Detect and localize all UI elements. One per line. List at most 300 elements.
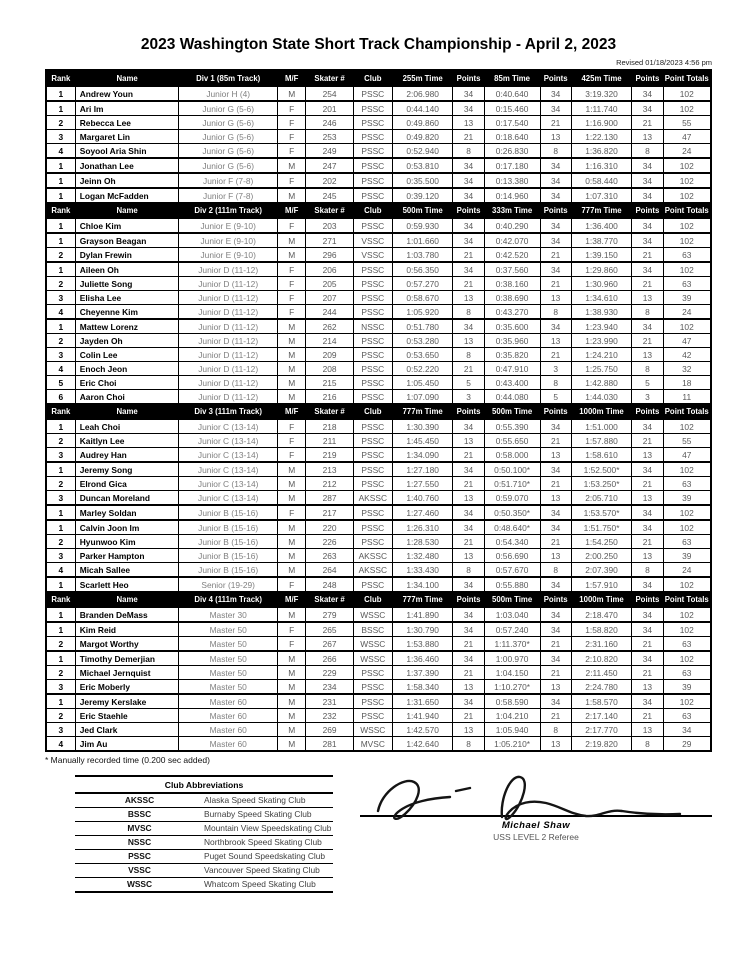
column-header: Div 2 (111m Track) [179, 203, 277, 219]
rank-cell: 3 [46, 448, 75, 463]
points-cell: 34 [632, 319, 663, 334]
skater-number-cell: 245 [306, 188, 353, 203]
name-cell: Margaret Lin [75, 130, 179, 144]
result-row [46, 709, 711, 723]
club-cell: PSSC [353, 419, 392, 434]
skater-number-cell: 229 [306, 666, 353, 680]
column-header: Points [540, 203, 571, 219]
points-cell: 34 [540, 158, 571, 173]
result-row [46, 188, 711, 203]
division-cell: Junior B (15-16) [179, 505, 277, 520]
skater-number-cell: 215 [306, 376, 353, 390]
gender-cell: F [277, 419, 306, 434]
club-abbreviation: AKSSC [124, 795, 155, 805]
rank-cell: 2 [46, 277, 75, 291]
rank-cell: 4 [46, 737, 75, 752]
time-cell: 1:54.250 [571, 535, 632, 549]
name-cell: Parker Hampton [75, 549, 179, 563]
club-cell: WSSC [353, 637, 392, 652]
points-cell: 21 [453, 709, 484, 723]
division-cell: Junior G (5-6) [179, 130, 277, 144]
point-total-cell: 102 [663, 262, 711, 277]
points-cell: 13 [632, 491, 663, 506]
result-row [46, 737, 711, 752]
club-full-name: Burnaby Speed Skating Club [204, 808, 333, 822]
points-cell: 13 [632, 348, 663, 362]
name-cell: Jeremy Song [75, 462, 179, 477]
time-cell: 0:35.500 [392, 173, 453, 188]
time-cell: 0:38.160 [484, 277, 540, 291]
points-cell: 13 [632, 448, 663, 463]
club-full-name: Whatcom Speed Skating Club [204, 878, 333, 893]
points-cell: 34 [632, 188, 663, 203]
points-cell: 5 [540, 390, 571, 404]
club-cell: PSSC [353, 158, 392, 173]
name-cell: Micah Sallee [75, 563, 179, 578]
result-row [46, 651, 711, 666]
points-cell: 34 [540, 319, 571, 334]
column-header: 1000m Time [571, 404, 632, 420]
time-cell: 1:51.750* [571, 520, 632, 535]
time-cell: 2:11.450 [571, 666, 632, 680]
club-cell: PSSC [353, 277, 392, 291]
points-cell: 34 [632, 607, 663, 622]
time-cell: 1:04.150 [484, 666, 540, 680]
division-cell: Junior B (15-16) [179, 549, 277, 563]
club-cell: PSSC [353, 477, 392, 491]
points-cell: 34 [540, 419, 571, 434]
time-cell: 0:51.780 [392, 319, 453, 334]
point-total-cell: 39 [663, 680, 711, 695]
time-cell: 0:56.350 [392, 262, 453, 277]
points-cell: 34 [632, 577, 663, 592]
club-cell: AKSSC [353, 563, 392, 578]
time-cell: 0:54.340 [484, 535, 540, 549]
time-cell: 1:42.570 [392, 723, 453, 737]
skater-number-cell: 253 [306, 130, 353, 144]
gender-cell: M [277, 549, 306, 563]
time-cell: 0:50.350* [484, 505, 540, 520]
result-row [46, 520, 711, 535]
time-cell: 1:36.460 [392, 651, 453, 666]
time-cell: 0:55.650 [484, 434, 540, 448]
skater-number-cell: 247 [306, 158, 353, 173]
result-row [46, 390, 711, 404]
rank-cell: 2 [46, 334, 75, 348]
column-header: Club [353, 203, 392, 219]
club-cell: AKSSC [353, 491, 392, 506]
points-cell: 34 [632, 86, 663, 101]
time-cell: 1:07.310 [571, 188, 632, 203]
skater-number-cell: 254 [306, 86, 353, 101]
rank-cell: 1 [46, 462, 75, 477]
point-total-cell: 63 [663, 277, 711, 291]
gender-cell: F [277, 173, 306, 188]
points-cell: 13 [453, 116, 484, 130]
time-cell: 1:01.660 [392, 233, 453, 248]
column-header: Points [632, 70, 663, 86]
division-cell: Junior D (11-12) [179, 376, 277, 390]
time-cell: 1:42.880 [571, 376, 632, 390]
time-cell: 1:28.530 [392, 535, 453, 549]
time-cell: 1:04.210 [484, 709, 540, 723]
points-cell: 8 [632, 144, 663, 159]
gender-cell: M [277, 362, 306, 376]
division-cell: Junior E (9-10) [179, 248, 277, 263]
points-cell: 8 [453, 737, 484, 752]
points-cell: 13 [632, 549, 663, 563]
points-cell: 21 [453, 130, 484, 144]
column-header: M/F [277, 592, 306, 608]
result-row [46, 319, 711, 334]
point-total-cell: 102 [663, 651, 711, 666]
gender-cell: F [277, 434, 306, 448]
division-cell: Master 50 [179, 680, 277, 695]
rank-cell: 3 [46, 291, 75, 305]
points-cell: 8 [453, 305, 484, 320]
points-cell: 21 [632, 277, 663, 291]
point-total-cell: 102 [663, 694, 711, 709]
time-cell: 1:42.640 [392, 737, 453, 752]
time-cell: 0:17.540 [484, 116, 540, 130]
time-cell: 1:57.910 [571, 577, 632, 592]
rank-cell: 3 [46, 491, 75, 506]
time-cell: 1:27.180 [392, 462, 453, 477]
division-cell: Junior F (7-8) [179, 188, 277, 203]
result-row [46, 173, 711, 188]
points-cell: 13 [540, 491, 571, 506]
rank-cell: 2 [46, 477, 75, 491]
points-cell: 8 [540, 144, 571, 159]
gender-cell: M [277, 477, 306, 491]
points-cell: 8 [632, 305, 663, 320]
points-cell: 34 [632, 694, 663, 709]
result-row [46, 462, 711, 477]
time-cell: 1:45.450 [392, 434, 453, 448]
gender-cell: M [277, 376, 306, 390]
rank-cell: 1 [46, 86, 75, 101]
skater-number-cell: 205 [306, 277, 353, 291]
club-cell: MVSC [353, 737, 392, 752]
club-abbreviation: MVSC [75, 822, 204, 836]
gender-cell: M [277, 248, 306, 263]
time-cell: 1:38.930 [571, 305, 632, 320]
point-total-cell: 42 [663, 348, 711, 362]
name-cell: Michael Jernquist [75, 666, 179, 680]
revised-note: Revised 01/18/2023 4:56 pm [616, 58, 712, 67]
gender-cell: M [277, 86, 306, 101]
rank-cell: 1 [46, 173, 75, 188]
time-cell: 0:55.390 [484, 419, 540, 434]
point-total-cell: 102 [663, 218, 711, 233]
club-cell: PSSC [353, 188, 392, 203]
points-cell: 13 [632, 723, 663, 737]
time-cell: 1:33.430 [392, 563, 453, 578]
points-cell: 13 [453, 549, 484, 563]
time-cell: 0:38.690 [484, 291, 540, 305]
points-cell: 21 [453, 477, 484, 491]
club-cell: PSSC [353, 462, 392, 477]
gender-cell: M [277, 737, 306, 752]
gender-cell: M [277, 390, 306, 404]
club-cell: PSSC [353, 116, 392, 130]
skater-number-cell: 249 [306, 144, 353, 159]
points-cell: 5 [453, 376, 484, 390]
points-cell: 34 [453, 262, 484, 277]
column-header: Skater # [306, 592, 353, 608]
time-cell: 1:58.610 [571, 448, 632, 463]
column-header: 500m Time [484, 404, 540, 420]
time-cell: 1:36.400 [571, 218, 632, 233]
result-row [46, 277, 711, 291]
point-total-cell: 47 [663, 334, 711, 348]
time-cell: 2:17.770 [571, 723, 632, 737]
points-cell: 34 [632, 651, 663, 666]
time-cell: 1:07.090 [392, 390, 453, 404]
time-cell: 0:42.520 [484, 248, 540, 263]
points-cell: 8 [632, 362, 663, 376]
result-row [46, 101, 711, 116]
club-cell: WSSC [353, 651, 392, 666]
club-cell: WSSC [353, 607, 392, 622]
points-cell: 13 [540, 737, 571, 752]
time-cell: 0:13.380 [484, 173, 540, 188]
result-row [46, 535, 711, 549]
division-cell: Junior C (13-14) [179, 477, 277, 491]
gender-cell: F [277, 144, 306, 159]
referee-name: Michael Shaw [501, 820, 571, 831]
result-row [46, 680, 711, 695]
gender-cell: F [277, 505, 306, 520]
skater-number-cell: 296 [306, 248, 353, 263]
division-cell: Junior G (5-6) [179, 116, 277, 130]
points-cell: 8 [453, 563, 484, 578]
points-cell: 34 [453, 462, 484, 477]
points-cell: 8 [453, 348, 484, 362]
points-cell: 34 [453, 86, 484, 101]
time-cell: 0:44.140 [392, 101, 453, 116]
column-header: Points [632, 404, 663, 420]
club-abbreviation: VSSC [75, 864, 204, 878]
name-cell: Kaitlyn Lee [75, 434, 179, 448]
club-cell: PSSC [353, 390, 392, 404]
time-cell: 1:03.040 [484, 607, 540, 622]
time-cell: 2:17.140 [571, 709, 632, 723]
division-cell: Junior D (11-12) [179, 362, 277, 376]
gender-cell: F [277, 218, 306, 233]
skater-number-cell: 279 [306, 607, 353, 622]
division-cell: Junior H (4) [179, 86, 277, 101]
gender-cell: M [277, 666, 306, 680]
time-cell: 1:41.940 [392, 709, 453, 723]
points-cell: 13 [453, 334, 484, 348]
rank-cell: 3 [46, 723, 75, 737]
points-cell: 5 [632, 376, 663, 390]
time-cell: 0:39.120 [392, 188, 453, 203]
column-header: 255m Time [392, 70, 453, 86]
club-cell: AKSSC [353, 549, 392, 563]
club-cell: PSSC [353, 376, 392, 390]
club-cell: PSSC [353, 666, 392, 680]
rank-cell: 3 [46, 130, 75, 144]
club-cell: PSSC [353, 291, 392, 305]
point-total-cell: 39 [663, 549, 711, 563]
points-cell: 21 [632, 535, 663, 549]
result-row [46, 116, 711, 130]
time-cell: 0:40.640 [484, 86, 540, 101]
point-total-cell: 29 [663, 737, 711, 752]
result-row [46, 723, 711, 737]
column-header: Club [353, 70, 392, 86]
points-cell: 21 [453, 448, 484, 463]
time-cell: 2:00.250 [571, 549, 632, 563]
points-cell: 8 [540, 563, 571, 578]
column-header: M/F [277, 203, 306, 219]
points-cell: 8 [632, 737, 663, 752]
division-cell: Junior D (11-12) [179, 334, 277, 348]
rank-cell: 1 [46, 158, 75, 173]
rank-cell: 2 [46, 535, 75, 549]
time-cell: 1:38.770 [571, 233, 632, 248]
column-header: Points [632, 203, 663, 219]
points-cell: 34 [632, 262, 663, 277]
time-cell: 0:57.270 [392, 277, 453, 291]
time-cell: 1:24.210 [571, 348, 632, 362]
gender-cell: M [277, 462, 306, 477]
point-total-cell: 102 [663, 607, 711, 622]
time-cell: 1:27.460 [392, 505, 453, 520]
result-row [46, 637, 711, 652]
division-cell: Junior D (11-12) [179, 291, 277, 305]
club-row [75, 878, 333, 893]
result-row [46, 666, 711, 680]
points-cell: 34 [453, 651, 484, 666]
club-cell: PSSC [353, 86, 392, 101]
point-total-cell: 47 [663, 130, 711, 144]
club-cell: PSSC [353, 130, 392, 144]
club-cell: PSSC [353, 709, 392, 723]
division-cell: Junior C (13-14) [179, 434, 277, 448]
result-row [46, 86, 711, 101]
column-header: Div 3 (111m Track) [179, 404, 277, 420]
time-cell: 0:26.830 [484, 144, 540, 159]
rank-cell: 3 [46, 348, 75, 362]
club-cell: PSSC [353, 173, 392, 188]
rank-cell: 1 [46, 607, 75, 622]
column-header: Rank [46, 592, 75, 608]
time-cell: 0:58.440 [571, 173, 632, 188]
points-cell: 34 [632, 233, 663, 248]
points-cell: 13 [540, 291, 571, 305]
points-cell: 21 [453, 277, 484, 291]
column-header: 1000m Time [571, 592, 632, 608]
skater-number-cell: 248 [306, 577, 353, 592]
name-cell: Cheyenne Kim [75, 305, 179, 320]
time-cell: 1:26.310 [392, 520, 453, 535]
division-cell: Junior G (5-6) [179, 101, 277, 116]
division-cell: Master 60 [179, 709, 277, 723]
points-cell: 21 [632, 666, 663, 680]
skater-number-cell: 244 [306, 305, 353, 320]
name-cell: Jeremy Kerslake [75, 694, 179, 709]
column-header: Rank [46, 70, 75, 86]
points-cell: 34 [453, 577, 484, 592]
club-cell: PSSC [353, 694, 392, 709]
gender-cell: F [277, 262, 306, 277]
club-abbreviation: NSSC [75, 836, 204, 850]
time-cell: 0:44.080 [484, 390, 540, 404]
gender-cell: M [277, 319, 306, 334]
point-total-cell: 102 [663, 86, 711, 101]
time-cell: 2:06.980 [392, 86, 453, 101]
gender-cell: M [277, 607, 306, 622]
name-cell: Grayson Beagan [75, 233, 179, 248]
skater-number-cell: 219 [306, 448, 353, 463]
gender-cell: M [277, 334, 306, 348]
point-total-cell: 102 [663, 101, 711, 116]
rank-cell: 1 [46, 218, 75, 233]
column-header: Point Totals [663, 203, 711, 219]
point-total-cell: 102 [663, 505, 711, 520]
point-total-cell: 63 [663, 477, 711, 491]
time-cell: 0:59.070 [484, 491, 540, 506]
points-cell: 34 [540, 577, 571, 592]
time-cell: 0:58.670 [392, 291, 453, 305]
points-cell: 21 [632, 434, 663, 448]
rank-cell: 1 [46, 520, 75, 535]
time-cell: 1:22.130 [571, 130, 632, 144]
column-header: Rank [46, 404, 75, 420]
division-cell: Junior C (13-14) [179, 419, 277, 434]
division-cell: Master 60 [179, 737, 277, 752]
name-cell: Enoch Jeon [75, 362, 179, 376]
name-cell: Aaron Choi [75, 390, 179, 404]
result-row [46, 305, 711, 320]
point-total-cell: 32 [663, 362, 711, 376]
time-cell: 2:07.390 [571, 563, 632, 578]
rank-cell: 1 [46, 419, 75, 434]
time-cell: 1:30.790 [392, 622, 453, 637]
skater-number-cell: 213 [306, 462, 353, 477]
points-cell: 34 [453, 173, 484, 188]
division-cell: Junior C (13-14) [179, 462, 277, 477]
name-cell: Hyunwoo Kim [75, 535, 179, 549]
division-cell: Junior D (11-12) [179, 277, 277, 291]
gender-cell: F [277, 277, 306, 291]
time-cell: 1:23.990 [571, 334, 632, 348]
rank-cell: 2 [46, 637, 75, 652]
points-cell: 34 [632, 622, 663, 637]
name-cell: Logan McFadden [75, 188, 179, 203]
point-total-cell: 63 [663, 709, 711, 723]
name-cell: Audrey Han [75, 448, 179, 463]
column-header: Name [75, 203, 179, 219]
club-cell: PSSC [353, 334, 392, 348]
column-header: Club [353, 404, 392, 420]
rank-cell: 1 [46, 233, 75, 248]
skater-number-cell: 220 [306, 520, 353, 535]
gender-cell: M [277, 694, 306, 709]
gender-cell: M [277, 709, 306, 723]
division-cell: Junior D (11-12) [179, 348, 277, 362]
name-cell: Eric Staehle [75, 709, 179, 723]
points-cell: 21 [540, 666, 571, 680]
name-cell: Branden DeMass [75, 607, 179, 622]
column-header: Rank [46, 203, 75, 219]
result-row [46, 248, 711, 263]
rank-cell: 3 [46, 549, 75, 563]
skater-number-cell: 216 [306, 390, 353, 404]
